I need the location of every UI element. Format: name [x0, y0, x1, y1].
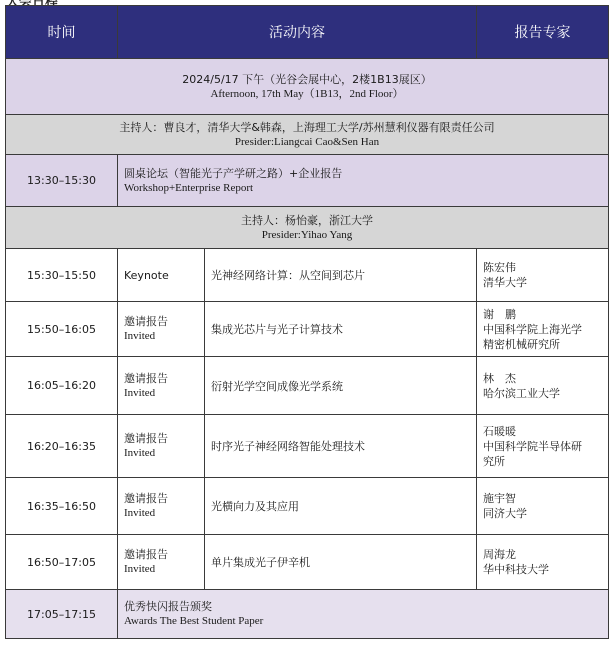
workshop-cell	[118, 155, 609, 207]
workshop-en: Workshop+Enterprise Report	[124, 181, 254, 194]
awards-time: 17:05–17:15	[6, 590, 118, 639]
talk-time: 16:05–16:20	[6, 357, 118, 415]
speaker-affiliation-cont: 精密机械研究所	[483, 337, 560, 351]
talk-time: 16:20–16:35	[6, 415, 118, 478]
presider2-zh: 主持人：杨怡豪，浙江大学	[241, 213, 373, 227]
talk-topic: 光神经网络计算：从空间到芯片	[205, 249, 477, 302]
talk-type-zh: 邀请报告	[124, 432, 168, 445]
talk-type	[118, 478, 205, 535]
schedule-table	[5, 5, 609, 639]
session-cell	[6, 59, 609, 115]
talk-topic: 单片集成光子伊辛机	[205, 535, 477, 590]
talk-row	[6, 535, 609, 590]
workshop-zh: 圆桌论坛（智能光子产学研之路）+企业报告	[124, 166, 343, 180]
speaker-affiliation: 中国科学院半导体研	[483, 439, 582, 453]
talk-topic: 光横向力及其应用	[205, 478, 477, 535]
presider1-row	[6, 115, 609, 155]
talk-speaker	[477, 302, 609, 357]
talk-topic: 时序光子神经网络智能处理技术	[205, 415, 477, 478]
session-en: Afternoon, 17th May（1B13，2nd Floor）	[210, 87, 404, 100]
awards-cell	[118, 590, 609, 639]
presider2-en: Presider:Yihao Yang	[261, 228, 353, 241]
workshop-time: 13:30–15:30	[6, 155, 118, 207]
header-content: 活动内容	[118, 6, 477, 59]
speaker-name: 陈宏伟	[483, 261, 516, 274]
speaker-affiliation: 哈尔滨工业大学	[483, 386, 560, 400]
talk-topic: 衍射光学空间成像光学系统	[205, 357, 477, 415]
speaker-affiliation: 清华大学	[483, 276, 527, 289]
speaker-name: 施宇智	[483, 492, 516, 505]
presider1-en: Presider:Liangcai Cao&Sen Han	[234, 135, 380, 148]
talk-speaker	[477, 415, 609, 478]
speaker-affiliation: 中国科学院上海光学	[483, 322, 582, 336]
talk-type	[118, 357, 205, 415]
talk-type-zh: Keynote	[124, 268, 169, 282]
header-expert: 报告专家	[477, 6, 609, 59]
talk-type	[118, 415, 205, 478]
talk-type-zh: 邀请报告	[124, 315, 168, 328]
speaker-name: 谢 鹏	[483, 307, 516, 321]
talk-time: 16:35–16:50	[6, 478, 118, 535]
talk-speaker	[477, 535, 609, 590]
talk-time: 15:50–16:05	[6, 302, 118, 357]
talk-type-zh: 邀请报告	[124, 548, 168, 561]
speaker-name: 林 杰	[483, 371, 516, 385]
talk-row	[6, 478, 609, 535]
speaker-affiliation-cont: 究所	[483, 454, 505, 468]
speaker-affiliation: 华中科技大学	[483, 563, 549, 576]
talk-row	[6, 302, 609, 357]
talk-type-en: Invited	[124, 447, 156, 459]
presider2-row	[6, 207, 609, 249]
talk-type-en: Invited	[124, 507, 156, 519]
speaker-name: 周海龙	[483, 548, 516, 561]
talk-row	[6, 357, 609, 415]
workshop-row	[6, 155, 609, 207]
talk-row	[6, 249, 609, 302]
presider1-cell	[6, 115, 609, 155]
talk-type-en: Invited	[124, 330, 156, 342]
awards-en: Awards The Best Student Paper	[124, 615, 264, 627]
talk-row	[6, 415, 609, 478]
session-zh: 2024/5/17 下午（光谷会展中心，2楼1B13展区）	[182, 72, 432, 86]
talk-type	[118, 302, 205, 357]
talk-speaker	[477, 357, 609, 415]
header-time: 时间	[6, 6, 118, 59]
presider2-cell	[6, 207, 609, 249]
talk-speaker	[477, 249, 609, 302]
talk-type-zh: 邀请报告	[124, 492, 168, 505]
speaker-name: 石暖暖	[483, 424, 516, 438]
session-row	[6, 59, 609, 115]
talk-type-en: Invited	[124, 563, 156, 575]
talk-type	[118, 249, 205, 302]
talk-topic: 集成光芯片与光子计算技术	[205, 302, 477, 357]
talk-time: 15:30–15:50	[6, 249, 118, 302]
awards-row	[6, 590, 609, 639]
talk-speaker	[477, 478, 609, 535]
talk-time: 16:50–17:05	[6, 535, 118, 590]
awards-zh: 优秀快闪报告颁奖	[124, 600, 212, 613]
talk-type	[118, 535, 205, 590]
speaker-affiliation: 同济大学	[483, 507, 527, 520]
presider1-zh: 主持人：曹良才，清华大学&韩森，上海理工大学/苏州慧利仪器有限责任公司	[119, 120, 495, 134]
header-row	[6, 6, 609, 59]
talk-type-zh: 邀请报告	[124, 371, 168, 385]
talk-type-en: Invited	[124, 386, 156, 399]
